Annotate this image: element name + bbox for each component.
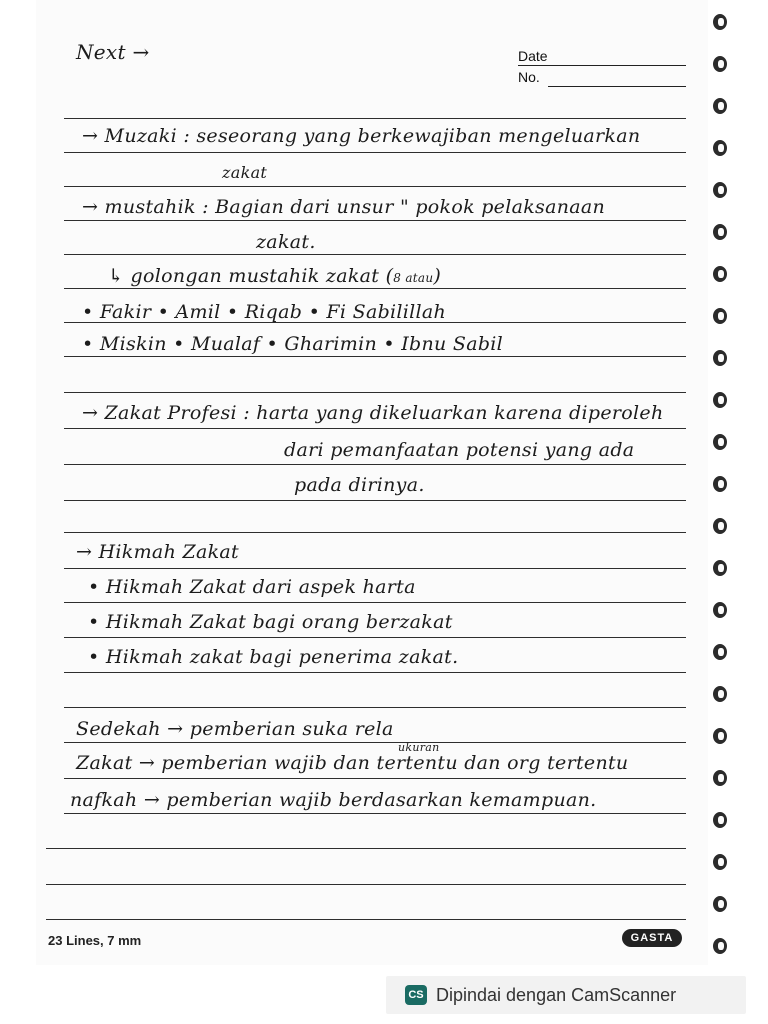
spiral-ring-icon <box>713 644 727 660</box>
spiral-ring-icon <box>713 728 727 744</box>
note-golongan <box>108 265 441 287</box>
note-nafkah: nafkah → pemberian wajib berdasarkan kemampuan. <box>70 789 597 811</box>
spiral-ring-icon <box>713 854 727 870</box>
asnaf-row-2: • Miskin • Mualaf • Gharimin • Ibnu Sabil <box>82 333 504 355</box>
spiral-ring-icon <box>713 896 727 912</box>
spiral-ring-icon <box>713 140 727 156</box>
note-muzaki: → Muzaki : seseorang yang berkewajiban mengeluarkan <box>82 125 641 147</box>
hikmah-item-1: • Hikmah Zakat dari aspek harta <box>88 576 416 598</box>
spiral-ring-icon <box>713 224 727 240</box>
date-label: Date <box>518 48 548 64</box>
spiral-ring-icon <box>713 602 727 618</box>
date-line <box>518 65 686 66</box>
note-sedekah: Sedekah → pemberian suka rela <box>76 718 394 740</box>
note-muzaki-cont: zakat <box>222 163 268 182</box>
golongan-note: 8 atau <box>393 271 434 285</box>
hikmah-item-2: • Hikmah Zakat bagi orang berzakat <box>88 611 453 633</box>
spiral-ring-icon <box>713 266 727 282</box>
spiral-ring-icon <box>713 392 727 408</box>
spiral-ring-icon <box>713 56 727 72</box>
spiral-ring-icon <box>713 308 727 324</box>
spiral-ring-icon <box>713 434 727 450</box>
camscanner-caption: Dipindai dengan CamScanner <box>436 985 677 1005</box>
note-profesi-cont-1: dari pemanfaatan potensi yang ada <box>284 439 635 461</box>
spiral-ring-icon <box>713 98 727 114</box>
note-zakat-definition: Zakat → pemberian wajib dan tertentu dan org tertentu <box>76 752 629 774</box>
spiral-ring-icon <box>713 938 727 954</box>
spiral-ring-icon <box>713 686 727 702</box>
note-mustahik-cont: zakat. <box>256 231 316 253</box>
next-label: Next → <box>76 40 150 64</box>
lines-info: 23 Lines, 7 mm <box>48 933 142 948</box>
golongan-text: ↳ golongan mustahik zakat ( <box>108 265 394 287</box>
hikmah-item-3: • Hikmah zakat bagi penerima zakat. <box>88 646 459 668</box>
no-line <box>548 86 686 87</box>
spiral-ring-icon <box>713 560 727 576</box>
no-label: No. <box>518 69 540 85</box>
spiral-ring-icon <box>713 770 727 786</box>
note-zakat-profesi: → Zakat Profesi : harta yang dikeluarkan karena diperoleh <box>82 402 664 424</box>
golongan-close: ) <box>433 265 442 287</box>
spiral-ring-icon <box>713 182 727 198</box>
notebook-brand-logo: GASTA <box>622 929 682 947</box>
spiral-ring-icon <box>713 476 727 492</box>
spiral-ring-icon <box>713 518 727 534</box>
hikmah-title: → Hikmah Zakat <box>76 541 239 563</box>
spiral-ring-icon <box>713 350 727 366</box>
note-ukuran: ukuran <box>398 741 440 754</box>
note-profesi-cont-2: pada dirinya. <box>294 474 425 496</box>
spiral-ring-icon <box>713 812 727 828</box>
asnaf-row-1: • Fakir • Amil • Riqab • Fi Sabilillah <box>82 301 447 323</box>
spiral-ring-icon <box>713 14 727 30</box>
note-mustahik: → mustahik : Bagian dari unsur " pokok pelaksanaan <box>82 196 606 218</box>
camscanner-logo-icon: CS <box>405 985 427 1005</box>
